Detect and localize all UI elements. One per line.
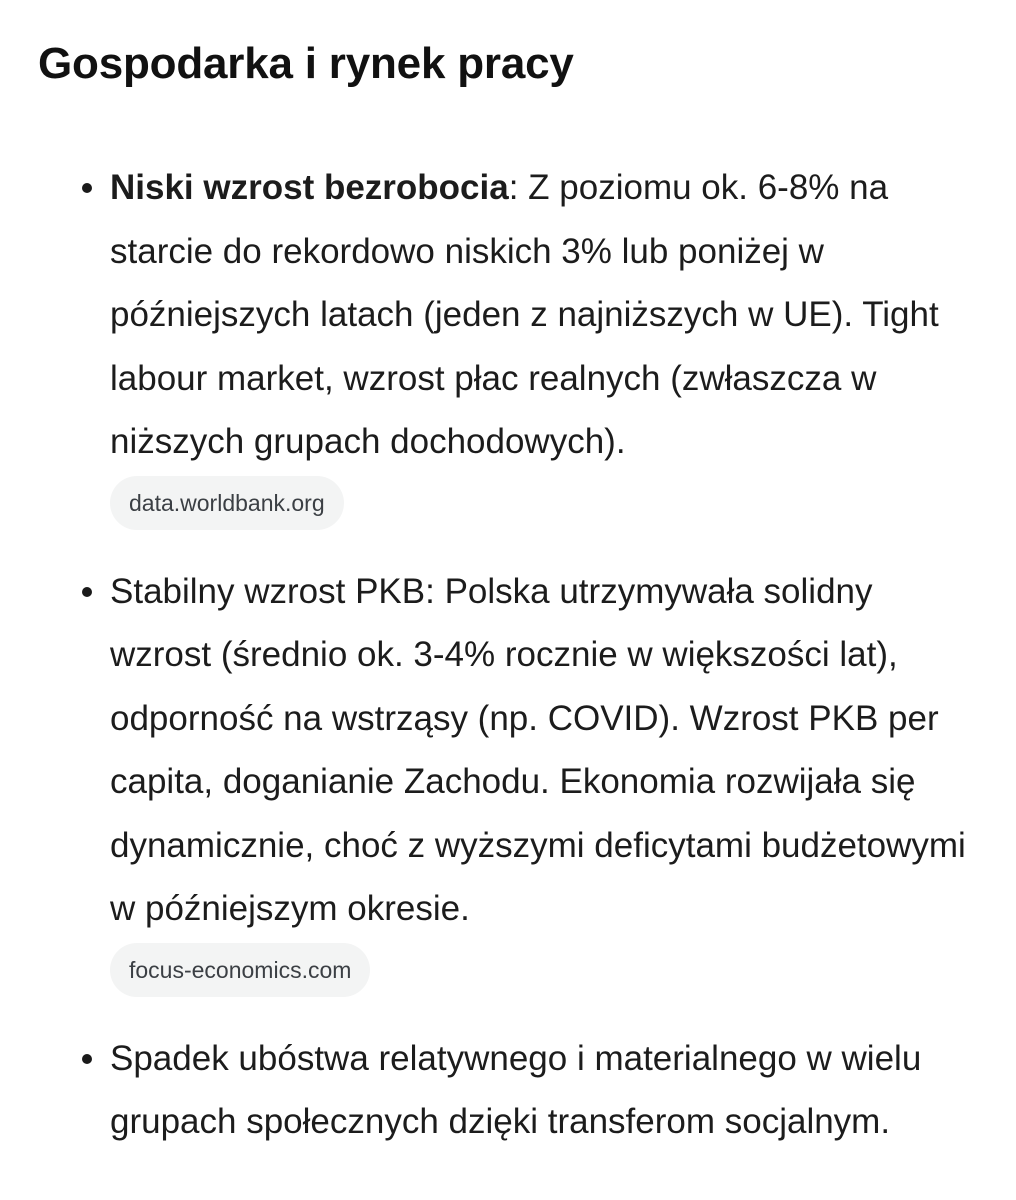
bullet-body: Stabilny wzrost PKB: Polska utrzymywała solidny wzrost (średnio ok. 3-4% rocznie w większości lat), odporność na wstrząsy (np. COVID). Wzrost PKB per capita, doganianie Zachodu. Ekonomia rozwijała się dynamicznie, choć z wyższymi deficytami budżetowymi w późniejszym okresie.: [110, 571, 966, 928]
bullet-body: Spadek ubóstwa relatywnego i materialnego w wielu grupach społecznych dzięki transferom socjalnym.: [110, 1038, 922, 1141]
bullet-icon: [82, 587, 92, 597]
source-link-focus-economics[interactable]: focus-economics.com: [110, 943, 370, 997]
bullet-icon: [82, 1054, 92, 1064]
source-link-worldbank[interactable]: data.worldbank.org: [110, 476, 344, 530]
bullet-bold-label: Niski wzrost bezrobocia: [110, 168, 509, 207]
list-item: [38, 1027, 980, 1154]
bullet-text: [110, 560, 980, 941]
bullet-text: [110, 1027, 980, 1154]
list-item: [38, 156, 980, 530]
bullet-list: [38, 156, 980, 1154]
section-title: Gospodarka i rynek pracy: [38, 39, 574, 88]
bullet-text: [110, 156, 980, 474]
list-item: [38, 560, 980, 997]
bullet-body: : Z poziomu ok. 6-8% na starcie do rekordowo niskich 3% lub poniżej w późniejszych latach (jeden z najniższych w UE). Tight labour market, wzrost płac realnych (zwłaszcza w niższych grupach dochodowych).: [110, 168, 939, 461]
bullet-icon: [82, 183, 92, 193]
